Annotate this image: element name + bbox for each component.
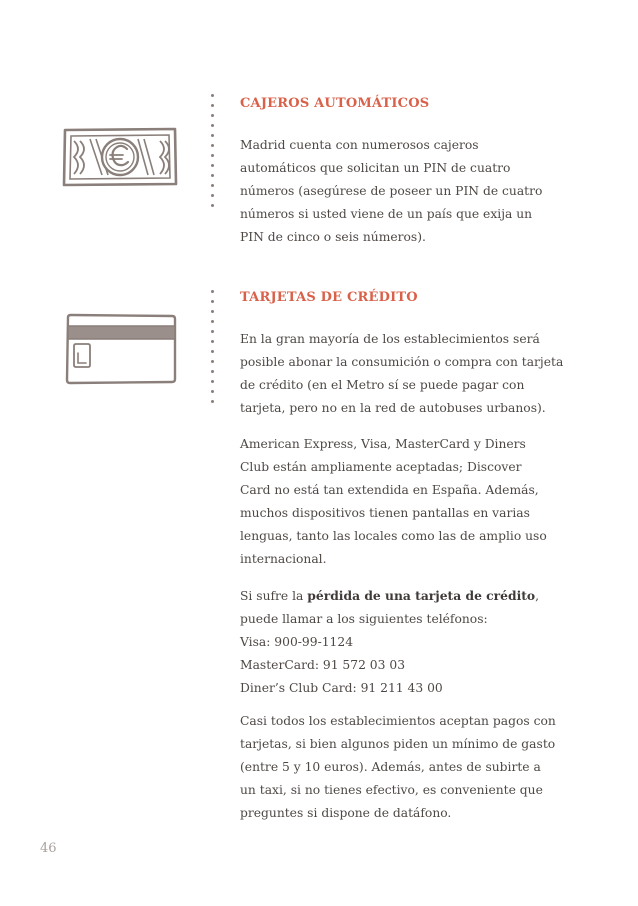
text-line: preguntes si dispone de datáfono. — [240, 806, 452, 820]
loss-emphasis: pérdida de una tarjeta de crédito — [307, 588, 536, 603]
text-line: lenguas, tanto las locales como las de amplio uso — [240, 529, 547, 543]
page-number: 46 — [40, 841, 57, 856]
text-line: (entre 5 y 10 euros). Además, antes de subirte a — [240, 760, 541, 774]
phone-mastercard: MasterCard: 91 572 03 03 — [240, 658, 406, 672]
text-line: Card no está tan extendida en España. Además, — [240, 483, 539, 497]
text-line: PIN de cinco o seis números). — [240, 230, 426, 244]
credit-card-icon — [64, 313, 178, 385]
text-line: de crédito (en el Metro sí se puede pagar con — [240, 378, 525, 392]
loss-suffix: , — [535, 589, 540, 603]
text-line: números si usted viene de un país que exija un — [240, 207, 533, 221]
card-loss-paragraph — [240, 584, 570, 700]
text-line: tarjetas, si bien algunos piden un mínimo de gasto — [240, 737, 556, 751]
cards-paragraph-4 — [240, 710, 570, 825]
euro-banknote-icon — [62, 127, 178, 187]
text-line — [240, 584, 570, 608]
text-line: muchos dispositivos tienen pantallas en varias — [240, 506, 530, 520]
cards-paragraph-1 — [240, 328, 570, 420]
section-title-cards: TARJETAS DE CRÉDITO — [240, 290, 418, 305]
text-line: números (asegúrese de poseer un PIN de cuatro — [240, 184, 543, 198]
section-title-atm: CAJEROS AUTOMÁTICOS — [240, 96, 430, 111]
text-line: automáticos que solicitan un PIN de cuatro — [240, 161, 511, 175]
text-line: posible abonar la consumición o compra con tarjeta — [240, 355, 564, 369]
text-line: puede llamar a los siguientes teléfonos: — [240, 612, 488, 626]
dotted-divider — [211, 290, 215, 410]
cards-paragraph-2 — [240, 433, 570, 571]
text-line: En la gran mayoría de los establecimientos será — [240, 332, 540, 346]
phone-diners: Diner’s Club Card: 91 211 43 00 — [240, 681, 443, 695]
text-line: Madrid cuenta con numerosos cajeros — [240, 138, 479, 152]
text-line: un taxi, si no tienes efectivo, es conveniente que — [240, 783, 543, 797]
loss-prefix: Si sufre la — [240, 589, 308, 603]
text-line: American Express, Visa, MasterCard y Diners — [240, 437, 526, 451]
dotted-divider — [211, 94, 215, 214]
text-line: Club están ampliamente aceptadas; Discover — [240, 460, 522, 474]
text-line: internacional. — [240, 552, 327, 566]
atm-paragraph — [240, 134, 570, 249]
text-line: tarjeta, pero no en la red de autobuses urbanos). — [240, 401, 546, 415]
phone-visa: Visa: 900-99-1124 — [240, 635, 354, 649]
text-line: Casi todos los establecimientos aceptan pagos con — [240, 714, 556, 728]
